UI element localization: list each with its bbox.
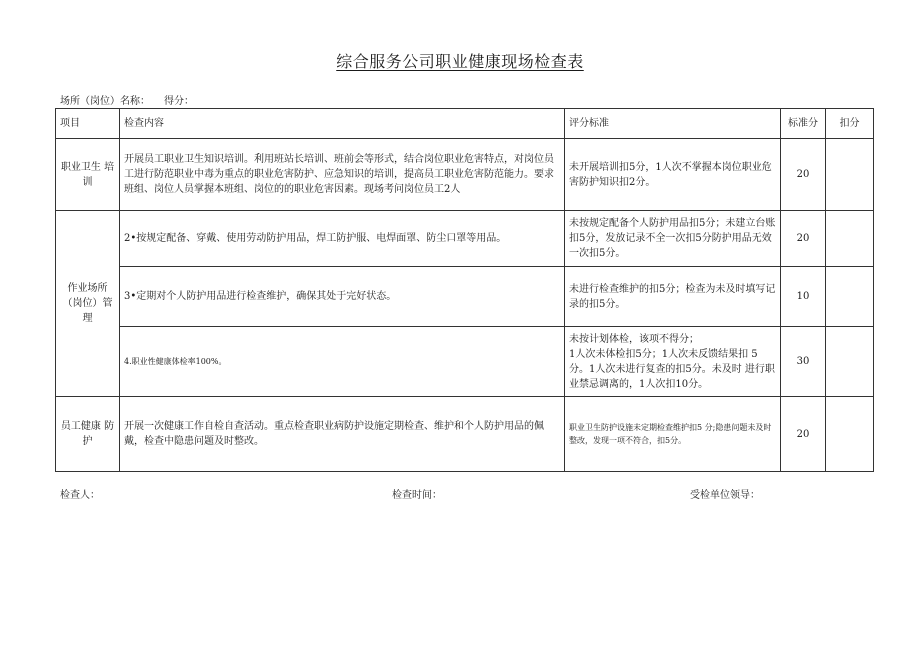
row-content: 2•按规定配备、穿戴、使用劳动防护用品，焊工防护服、电焊面罩、防尘口罩等用品。: [120, 211, 565, 267]
row-criteria: 未开展培训扣5分，1人次不掌握本岗位职业危害防护知识扣2分。: [565, 139, 781, 211]
header-criteria: 评分标准: [565, 109, 781, 139]
row-criteria: 未进行检查维护的扣5分；检查为未及时填写记录的扣5分。: [565, 267, 781, 327]
location-label: 场所（岗位）名称：: [60, 96, 150, 107]
page-title: 综合服务公司职业健康现场检查表: [336, 52, 584, 71]
row-deduction-cell: [826, 211, 874, 267]
header-standard-score: 标准分: [781, 109, 826, 139]
row-deduction-cell: [826, 139, 874, 211]
row-standard-score: 20: [781, 211, 826, 267]
inspector-label: 检查人：: [60, 490, 100, 501]
header-deduction: 扣分: [826, 109, 874, 139]
table-header-row: [56, 109, 874, 139]
table-row: [56, 211, 874, 267]
unit-leader-label: 受检单位领导：: [690, 490, 760, 501]
row-criteria: 职业卫生防护设施未定期检查维护扣5 分;隐患问题未及时整改，发现一项不符合，扣5分。: [565, 397, 781, 472]
table-row: [56, 139, 874, 211]
header-item: 项目: [56, 109, 120, 139]
criteria-line: 未按计划体检，该项不得分；: [569, 333, 699, 345]
row-item: 作业场所（岗位）管理: [56, 211, 120, 397]
row-deduction-cell: [826, 397, 874, 472]
table-row: [56, 327, 874, 397]
row-content: 3•定期对个人防护用品进行检查维护，确保其处于完好状态。: [120, 267, 565, 327]
row-standard-score: 10: [781, 267, 826, 327]
row-criteria: 未按规定配备个人防护用品扣5分；未建立台账扣5分，发放记录不全一次扣5分防护用品无效一次扣5分。: [565, 211, 781, 267]
row-standard-score: 20: [781, 397, 826, 472]
inspection-time-label: 检查时间：: [392, 490, 442, 501]
row-standard-score: 30: [781, 327, 826, 397]
meta-line: [60, 92, 194, 107]
table-row: [56, 397, 874, 472]
inspection-table: [55, 108, 874, 472]
row-content: 开展一次健康工作自检自查活动。重点检查职业病防护设施定期检查、维护和个人防护用品的佩戴，检查中隐患问题及时整改。: [120, 397, 565, 472]
score-label: 得分：: [164, 96, 194, 107]
table-row: [56, 267, 874, 327]
row-item: 员工健康 防护: [56, 397, 120, 472]
row-criteria: [565, 327, 781, 397]
row-content: 4.职业性健康体检率100%。: [120, 327, 565, 397]
header-content: 检查内容: [120, 109, 565, 139]
criteria-line: 1人次未体检扣5分；1人次未反馈结果扣 5分。1人次未进行复查的扣5分。未及时 进行职业禁忌调离的，1人次扣10分。: [569, 348, 775, 390]
row-deduction-cell: [826, 327, 874, 397]
row-content: 开展员工职业卫生知识培训。利用班站长培训、班前会等形式，结合岗位职业危害特点，对岗位员工进行防范职业中毒为重点的职业危害防护、应急知识的培训，提高员工职业危害防范能力。要求班组、岗位人员掌握本班组、岗位的的职业危害因素。现场考问岗位员工2人: [120, 139, 565, 211]
row-standard-score: 20: [781, 139, 826, 211]
row-deduction-cell: [826, 267, 874, 327]
row-item: 职业卫生 培训: [56, 139, 120, 211]
